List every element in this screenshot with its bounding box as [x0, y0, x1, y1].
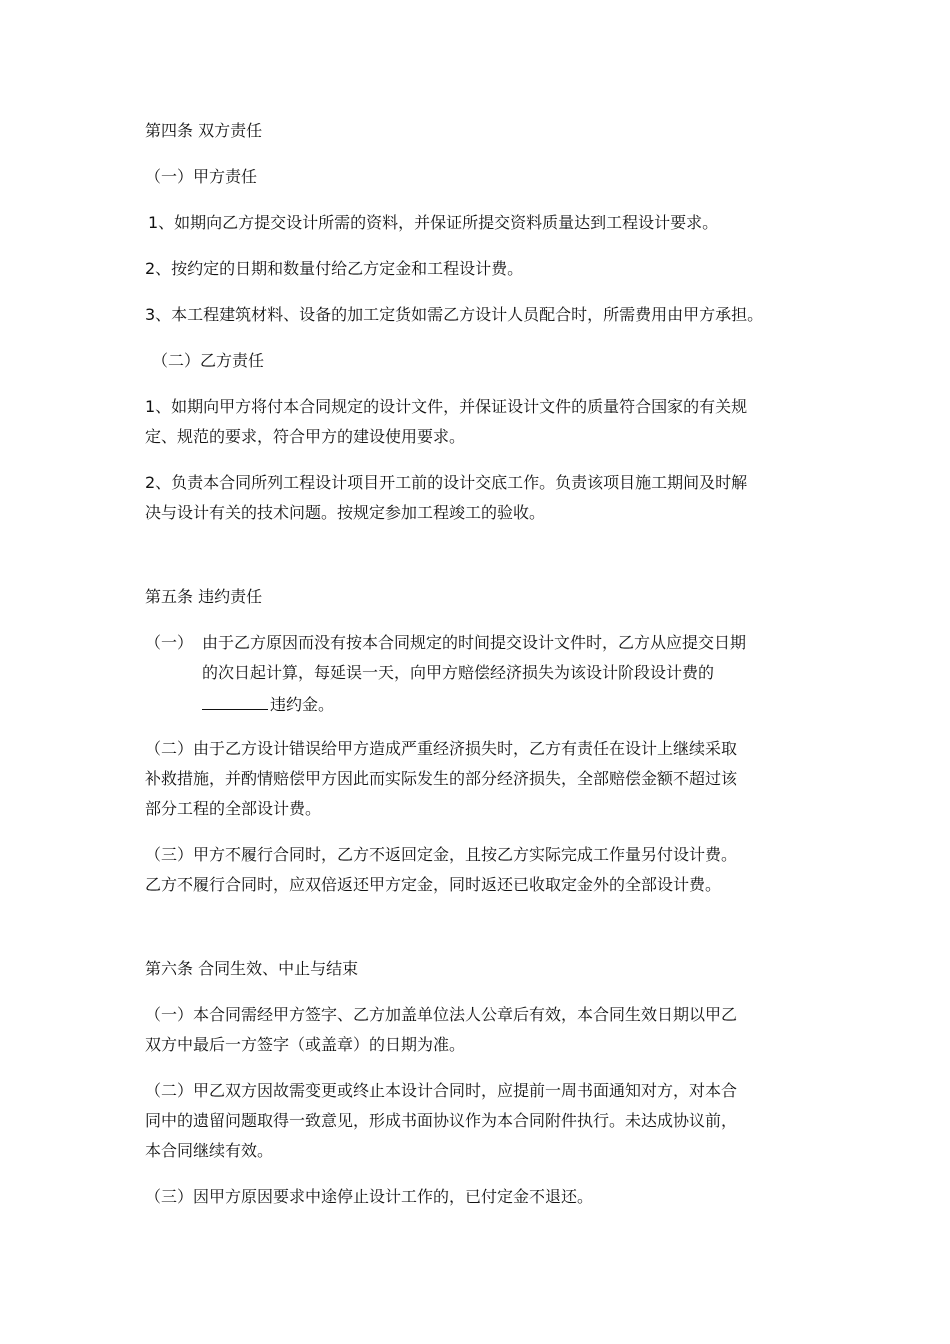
party-b-item-2-line-2: 决与设计有关的技术问题。按规定参加工程竣工的验收。 — [145, 503, 546, 522]
section6-clause-3-line-1: （三）因甲方原因要求中途停止设计工作的，已付定金不退还。 — [145, 1187, 594, 1206]
section5-clause-1-line-2: 的次日起计算，每延误一天，向甲方赔偿经济损失为该设计阶段设计费的 — [202, 663, 715, 682]
section6-heading: 第六条 合同生效、中止与结束 — [145, 959, 359, 978]
section5-clause-1-line-1: 由于乙方原因而没有按本合同规定的时间提交设计文件时，乙方从应提交日期 — [202, 633, 747, 652]
section5-heading: 第五条 违约责任 — [145, 587, 263, 606]
section5-clause-2-line-1: （二）由于乙方设计错误给甲方造成严重经济损失时，乙方有责任在设计上继续采取 — [145, 739, 738, 758]
party-a-title: （一）甲方责任 — [145, 167, 258, 186]
section5-clause-1-label: （一） — [145, 633, 194, 652]
section4-heading: 第四条 双方责任 — [145, 121, 263, 140]
section5-clause-2-line-3: 部分工程的全部设计费。 — [145, 799, 322, 818]
fill-in-blank — [202, 693, 268, 710]
party-b-item-1-line-2: 定、规范的要求，符合甲方的建设使用要求。 — [145, 427, 466, 446]
section6-clause-2-line-1: （二）甲乙双方因故需变更或终止本设计合同时，应提前一周书面通知对方，对本合 — [145, 1081, 738, 1100]
section5-clause-3-line-1: （三）甲方不履行合同时，乙方不返回定金，且按乙方实际完成工作量另付设计费。 — [145, 845, 738, 864]
party-a-item-1: 1、如期向乙方提交设计所需的资料，并保证所提交资料质量达到工程设计要求。 — [148, 213, 719, 232]
section5-clause-1-line-3 — [202, 693, 334, 715]
party-b-title: （二）乙方责任 — [152, 351, 265, 370]
party-a-item-3: 3、本工程建筑材料、设备的加工定货如需乙方设计人员配合时，所需费用由甲方承担。 — [145, 305, 764, 324]
section6-clause-2-line-3: 本合同继续有效。 — [145, 1141, 274, 1160]
party-b-item-1-line-1: 1、如期向甲方将付本合同规定的设计文件，并保证设计文件的质量符合国家的有关规 — [145, 397, 748, 416]
section6-clause-1-line-2: 双方中最后一方签字（或盖章）的日期为准。 — [145, 1035, 466, 1054]
section6-clause-2-line-2: 同中的遗留问题取得一致意见，形成书面协议作为本合同附件执行。未达成协议前， — [145, 1111, 738, 1130]
party-b-item-2-line-1: 2、负责本合同所列工程设计项目开工前的设计交底工作。负责该项目施工期间及时解 — [145, 473, 748, 492]
party-a-item-2: 2、按约定的日期和数量付给乙方定金和工程设计费。 — [145, 259, 524, 278]
section5-clause-2-line-2: 补救措施，并酌情赔偿甲方因此而实际发生的部分经济损失，全部赔偿金额不超过该 — [145, 769, 738, 788]
penalty-text: 违约金。 — [270, 695, 335, 714]
section6-clause-1-line-1: （一）本合同需经甲方签字、乙方加盖单位法人公章后有效，本合同生效日期以甲乙 — [145, 1005, 738, 1024]
section5-clause-3-line-2: 乙方不履行合同时，应双倍返还甲方定金，同时返还已收取定金外的全部设计费。 — [145, 875, 722, 894]
